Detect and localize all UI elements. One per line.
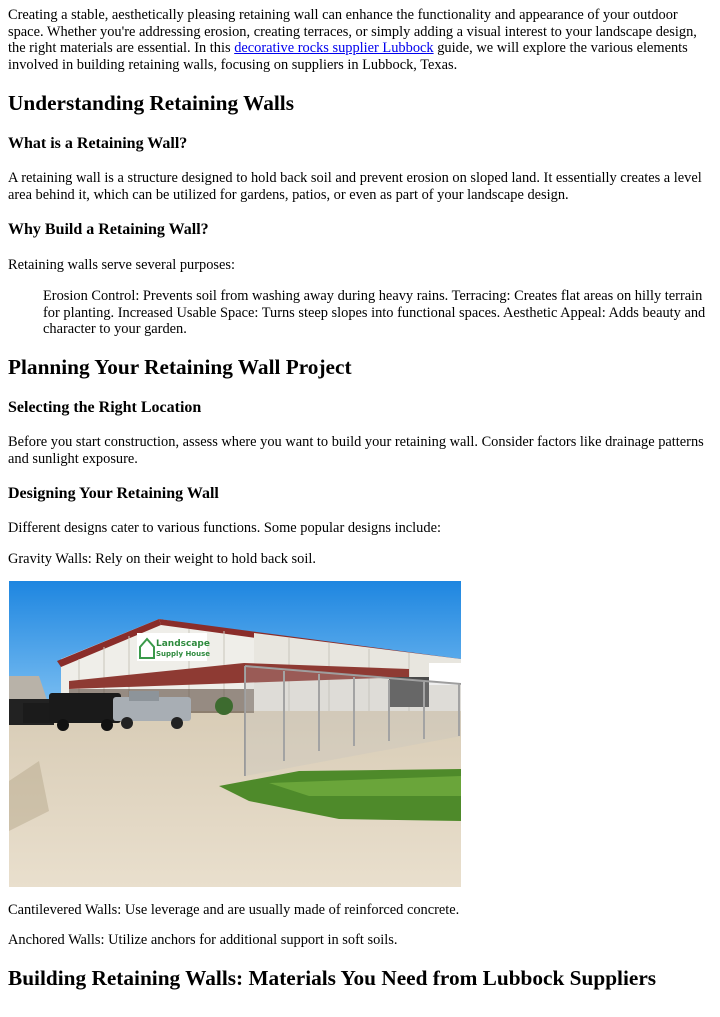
purposes-blockquote: Erosion Control: Prevents soil from washing away during heavy rains. Terracing: Creates flat areas on hilly terrain for planting. Increased Usable Space: Turns steep slopes into functional spaces. Aesthetic Appeal: Adds beauty and character to your garden. [43, 288, 706, 338]
anchored-walls-paragraph: Anchored Walls: Utilize anchors for additional support in soft soils. [8, 932, 398, 948]
supplier-link[interactable]: decorative rocks supplier Lubbock [234, 40, 434, 57]
heading-designing: Designing Your Retaining Wall [8, 485, 219, 502]
heading-understanding: Understanding Retaining Walls [8, 91, 294, 115]
heading-planning: Planning Your Retaining Wall Project [8, 355, 352, 379]
heading-why-build: Why Build a Retaining Wall? [8, 221, 209, 238]
heading-location: Selecting the Right Location [8, 399, 202, 416]
sign-line-1: Landscape [156, 639, 210, 649]
intro-paragraph [8, 7, 714, 73]
location-paragraph: Before you start construction, assess where you want to build your retaining wall. Consider factors like drainage patterns and sunlight exposure. [8, 434, 704, 467]
supply-house-photo [9, 581, 461, 887]
cantilevered-walls-paragraph: Cantilevered Walls: Use leverage and are usually made of reinforced concrete. [8, 902, 460, 918]
why-build-paragraph: Retaining walls serve several purposes: [8, 257, 235, 273]
sign-line-2: Supply House [156, 650, 211, 658]
what-is-paragraph: A retaining wall is a structure designed to hold back soil and prevent erosion on sloped land. It essentially creates a level area behind it, which can be utilized for gardens, patios, or even as part of your landscape design. [8, 170, 702, 203]
intro-text-end: guide, we will explore the various elements involved in building retaining walls, focusing on suppliers in Lubbock, Texas. [8, 40, 688, 73]
designing-paragraph: Different designs cater to various functions. Some popular designs include: [8, 520, 441, 536]
intro-text-start: Creating a stable, aesthetically pleasing retaining wall can enhance the functionality and appearance of your outdoor space. Whether you're addressing erosion, creating terraces, or simply adding a visual interest to your landscape design, the right materials are essential. In this [8, 7, 697, 57]
gravity-walls-paragraph: Gravity Walls: Rely on their weight to hold back soil. [8, 551, 316, 567]
heading-what-is: What is a Retaining Wall? [8, 135, 188, 152]
heading-materials: Building Retaining Walls: Materials You Need from Lubbock Suppliers [8, 966, 657, 990]
